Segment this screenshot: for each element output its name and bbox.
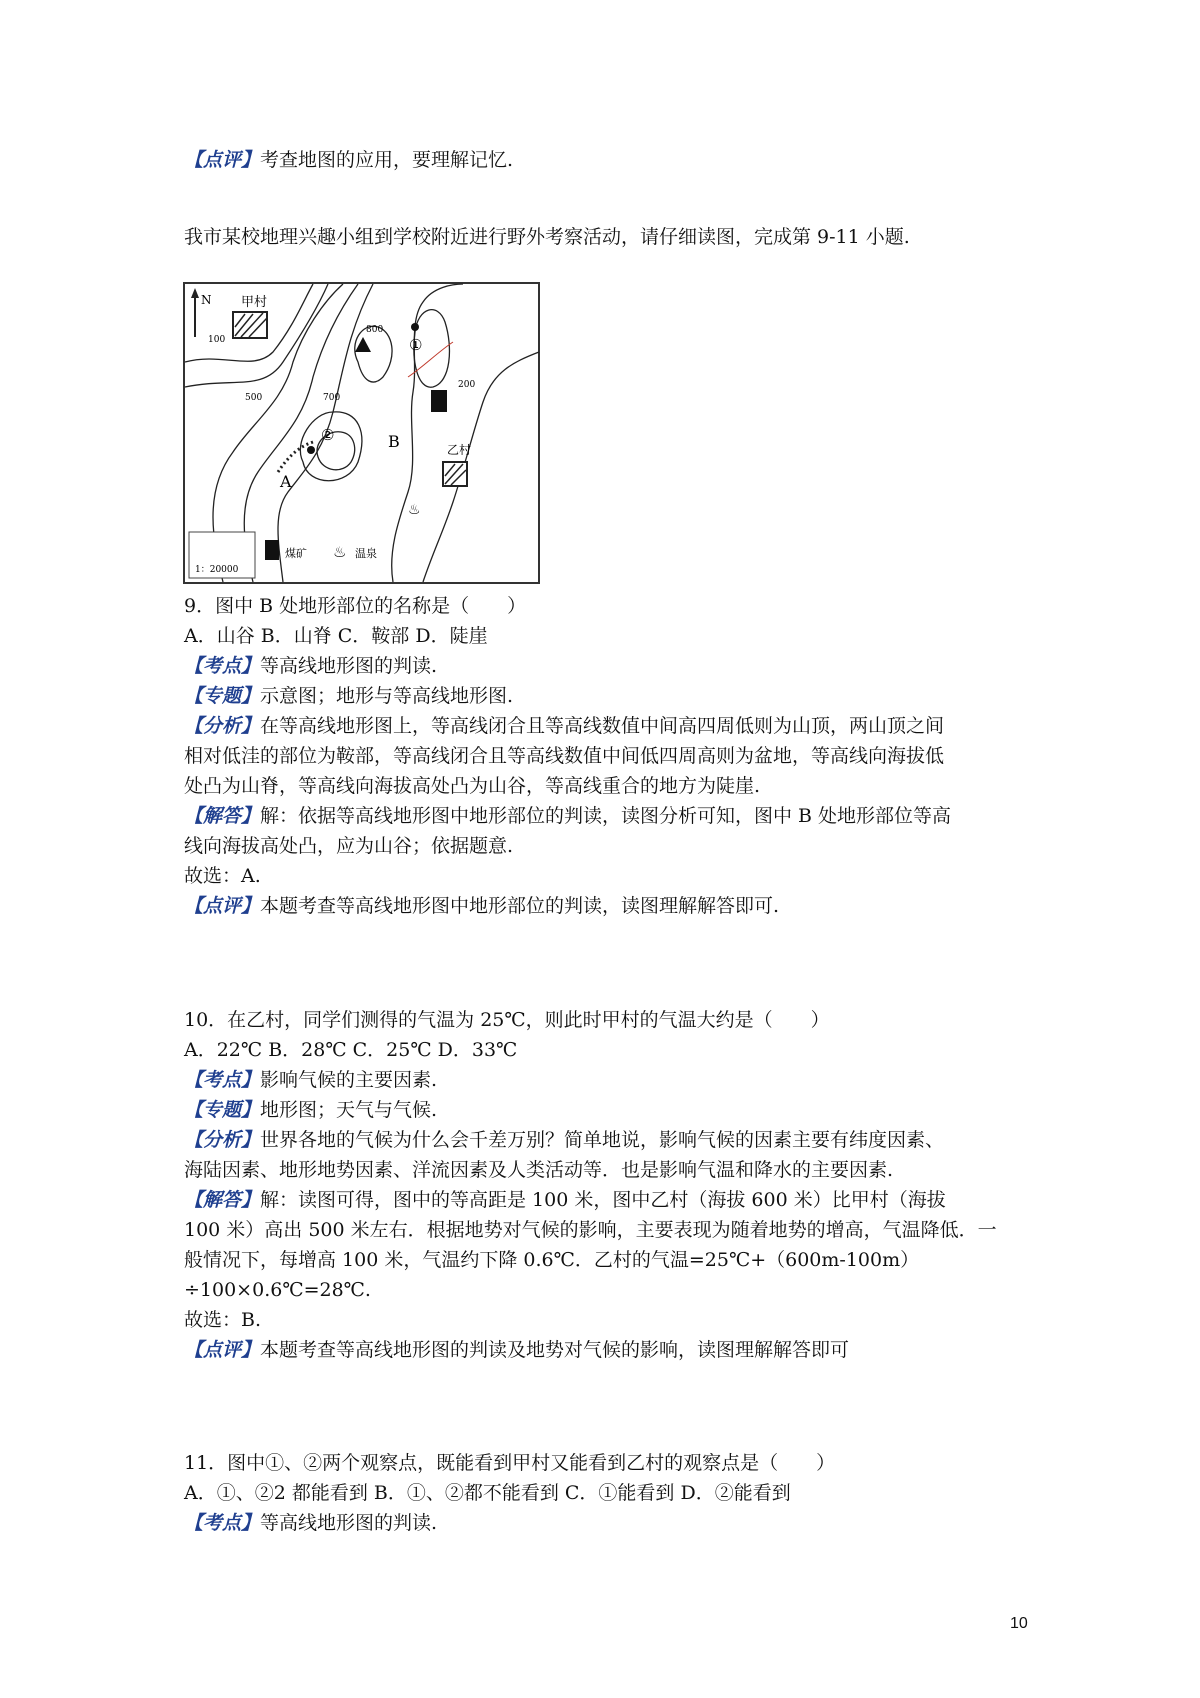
q9-jieda-line-2: 线向海拔高处凸，应为山谷；依据题意. [184,835,514,857]
jieda-tag: 【解答】 [184,1189,261,1211]
contour-map [183,282,540,584]
north-label: N [201,293,212,307]
dianping-text: 本题考查等高线地形图的判读及地势对气候的影响，读图理解解答即可 [260,1339,850,1361]
observation-dot-2-icon [307,446,315,454]
coal-mine-icon [431,390,447,412]
point-b-label: B [388,432,400,451]
q10-options: A．22℃ B．28℃ C．25℃ D．33℃ [184,1039,518,1061]
contour-label: 200 [458,380,476,390]
contour-label: 500 [245,393,263,403]
dianping-text: 本题考查等高线地形图中地形部位的判读，读图理解解答即可. [260,895,780,917]
q9-zhuanti-line [184,681,513,711]
q9-options: A．山谷 B．山脊 C．鞍部 D．陡崖 [184,625,488,647]
q10-jieda-line-2: 100 米）高出 500 米左右．根据地势对气候的影响，主要表现为随着地势的增高，气温降低．一 [184,1219,997,1241]
q9-dianping-line [184,891,779,921]
review-tag: 【点评】 [184,149,261,171]
q9-fenxi-line-3: 处凸为山脊，等高线向海拔高处凸为山谷，等高线重合的地方为陡崖. [184,775,761,797]
fenxi-tag: 【分析】 [184,715,261,737]
zhuanti-text: 地形图；天气与气候. [260,1099,438,1121]
zhuanti-text: 示意图；地形与等高线地形图. [260,685,514,707]
q10-jieda-line-4: ÷100×0.6℃=28℃. [184,1279,371,1301]
review-text: 考查地图的应用，要理解记忆. [260,149,514,171]
zhuanti-tag: 【专题】 [184,685,261,707]
fenxi-tag: 【分析】 [184,1129,261,1151]
jieda-text: 解：读图可得，图中的等高距是 100 米，图中乙村（海拔 600 米）比甲村（海拔 [260,1189,946,1211]
point-a-label: A [280,472,292,491]
q10-fenxi-line-2: 海陆因素、地形地势因素、洋流因素及人类活动等．也是影响气温和降水的主要因素. [184,1159,894,1181]
kaodian-text: 等高线地形图的判读. [260,1512,438,1534]
legend-mine-icon [265,540,279,560]
village-b-icon [443,462,467,486]
q9-fenxi-line-2: 相对低洼的部位为鞍部，等高线闭合且等高线数值中间低四周高则为盆地，等高线向海拔低 [184,745,945,767]
q10-dianping-line [184,1335,849,1365]
q10-kaodian-line [184,1065,437,1095]
fenxi-text: 在等高线地形图上，等高线闭合且等高线数值中间高四周低则为山顶，两山顶之间 [260,715,945,737]
q11-stem: 11．图中①、②两个观察点，既能看到甲村又能看到乙村的观察点是（ ） [184,1452,836,1474]
page-number: 10 [1010,1615,1028,1632]
zhuanti-tag: 【专题】 [184,1099,261,1121]
q10-zhuanti-line [184,1095,437,1125]
kaodian-tag: 【考点】 [184,1512,261,1534]
q10-answer: 故选：B. [184,1309,262,1331]
q11-options: A．①、②2 都能看到 B．①、②都不能看到 C．①能看到 D．②能看到 [184,1482,791,1504]
jieda-tag: 【解答】 [184,805,261,827]
q10-jieda-line-3: 般情况下，每增高 100 米，气温约下降 0.6℃．乙村的气温=25℃+（600m-100m） [184,1249,920,1271]
legend-spring-label: 温泉 [355,547,377,560]
jieda-text: 解：依据等高线地形图中地形部位的判读，读图分析可知，图中 B 处地形部位等高 [260,805,952,827]
dianping-tag: 【点评】 [184,895,261,917]
legend-mine-label: 煤矿 [285,547,307,560]
legend-spring-icon: ♨ [333,543,347,561]
kaodian-tag: 【考点】 [184,1069,261,1091]
intro-text: 我市某校地理兴趣小组到学校附近进行野外考察活动，请仔细读图，完成第 9-11 小题. [184,226,910,248]
q9-stem: 9．图中 B 处地形部位的名称是（ ） [184,595,527,617]
village-b-label: 乙村 [447,443,472,457]
q11-kaodian-line [184,1508,437,1538]
contour-label: 800 [366,325,384,335]
q9-answer: 故选：A. [184,865,261,887]
observation-dot-1-icon [411,323,419,331]
kaodian-tag: 【考点】 [184,655,261,677]
contour-label: 700 [323,393,341,403]
q9-kaodian-line [184,651,437,681]
village-a-label: 甲村 [241,295,268,310]
fenxi-text: 世界各地的气候为什么会千差万别？简单地说，影响气候的因素主要有纬度因素、 [260,1129,945,1151]
q10-fenxi-line [184,1125,944,1155]
legend-scale: 1：20000 [195,565,239,575]
spring-icon: ♨ [408,502,421,518]
q10-stem: 10．在乙村，同学们测得的气温为 25℃，则此时甲村的气温大约是（ ） [184,1009,830,1031]
review-line [184,145,513,175]
obs-1-label: ① [409,336,423,354]
q10-jieda-line [184,1185,946,1215]
contour-label: 100 [208,335,226,345]
village-a-icon [233,312,267,338]
q9-jieda-line [184,801,951,831]
kaodian-text: 等高线地形图的判读. [260,655,438,677]
obs-2-label: ② [321,426,335,444]
kaodian-text: 影响气候的主要因素. [260,1069,438,1091]
dianping-tag: 【点评】 [184,1339,261,1361]
q9-fenxi-line [184,711,944,741]
